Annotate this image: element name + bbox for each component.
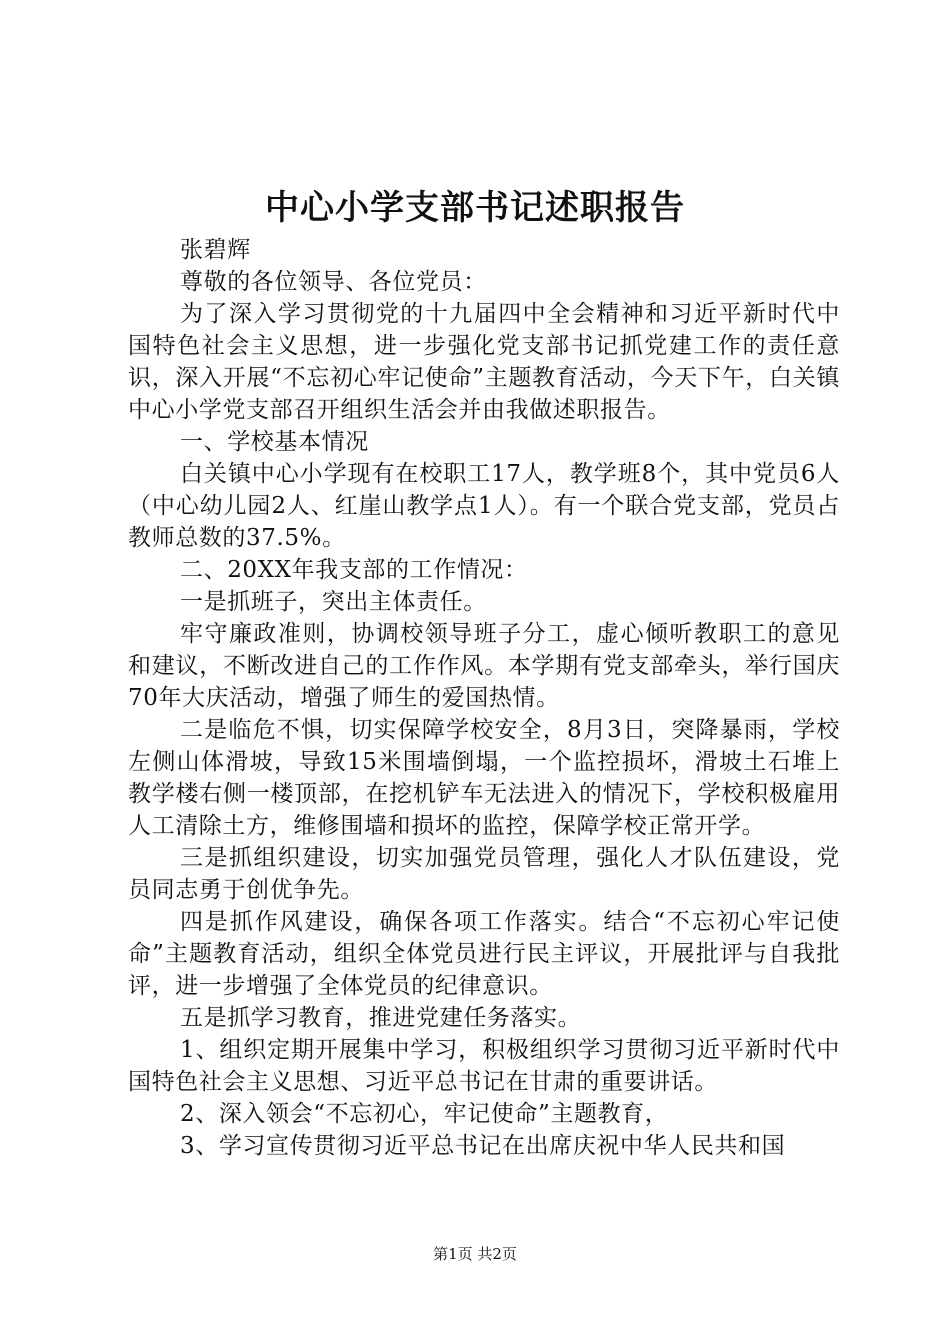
- document-body: [128, 234, 840, 1162]
- paragraph: 为了深入学习贯彻党的十九届四中全会精神和习近平新时代中国特色社会主义思想，进一步强化党支部书记抓党建工作的责任意识，深入开展“不忘初心牢记使命”主题教育活动，今天下午，白关镇中心小学党支部召开组织生活会并由我做述职报告。: [128, 301, 840, 423]
- paragraph: 一是抓班子，突出主体责任。: [180, 589, 487, 615]
- page-number-footer: 第1页 共2页: [433, 1245, 517, 1263]
- paragraph: 二是临危不惧，切实保障学校安全，8月3日，突降暴雨，学校左侧山体滑坡，导致15米围墙倒塌，一个监控损坏，滑坡土石堆上教学楼右侧一楼顶部，在挖机铲车无法进入的情况下，学校积极雇用人工清除土方，维修围墙和损坏的监控，保障学校正常开学。: [128, 717, 840, 839]
- document-title: 中心小学支部书记述职报告: [265, 188, 685, 228]
- paragraph: 五是抓学习教育，推进党建任务落实。: [180, 1005, 582, 1031]
- paragraph: 牢守廉政准则，协调校领导班子分工，虚心倾听教职工的意见和建议，不断改进自己的工作作风。本学期有党支部牵头，举行国庆70年大庆活动，增强了师生的爱国热情。: [128, 621, 840, 711]
- section-heading: 二、20XX年我支部的工作情况：: [180, 557, 528, 583]
- paragraph: 三是抓组织建设，切实加强党员管理，强化人才队伍建设，党员同志勇于创优争先。: [128, 845, 840, 903]
- salutation: 尊敬的各位领导、各位党员：: [180, 269, 487, 295]
- list-item: 1、组织定期开展集中学习，积极组织学习贯彻习近平新时代中国特色社会主义思想、习近平总书记在甘肃的重要讲话。: [128, 1037, 840, 1095]
- author-line: 张碧辉: [180, 237, 251, 263]
- paragraph: 白关镇中心小学现有在校职工17人，教学班8个，其中党员6人（中心幼儿园2人、红崖山教学点1人）。有一个联合党支部，党员占教师总数的37.5%。: [128, 461, 840, 551]
- list-item: 2、深入领会“不忘初心，牢记使命”主题教育，: [180, 1101, 669, 1127]
- list-item: 3、学习宣传贯彻习近平总书记在出席庆祝中华人民共和国: [180, 1133, 786, 1159]
- paragraph: 四是抓作风建设，确保各项工作落实。结合“不忘初心牢记使命”主题教育活动，组织全体党员进行民主评议，开展批评与自我批评，进一步增强了全体党员的纪律意识。: [128, 909, 840, 999]
- section-heading: 一、学校基本情况: [180, 429, 369, 455]
